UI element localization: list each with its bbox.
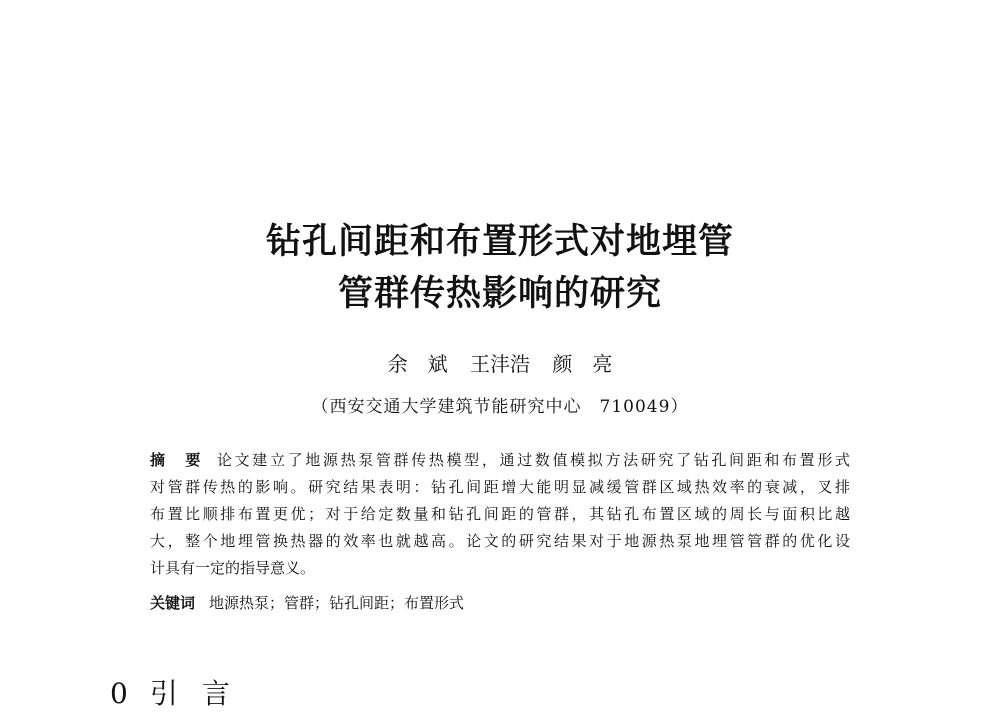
author-2: 王沣浩 bbox=[470, 352, 530, 376]
author-list bbox=[0, 348, 1000, 377]
affiliation: （西安交通大学建筑节能研究中心 710049） bbox=[311, 397, 689, 417]
abstract-line-2: 对管群传热的影响。研究结果表明：钻孔间距增大能明显减缓管群区域热效率的衰减，叉排 bbox=[150, 478, 850, 496]
abstract-text-1: 论文建立了地源热泵管群传热模型，通过数值模拟方法研究了钻孔间距和布置形式 bbox=[216, 451, 850, 469]
section-heading bbox=[110, 672, 254, 712]
keywords-label: 关键词 bbox=[150, 594, 196, 612]
paper-title-line-2: 管群传热影响的研究 bbox=[337, 274, 662, 314]
paper-title-line-1: 钻孔间距和布置形式对地埋管 bbox=[265, 222, 734, 262]
abstract-line-5: 计具有一定的指导意义。 bbox=[150, 559, 316, 577]
abstract-line-3: 布置比顺排布置更优；对于给定数量和钻孔间距的管群，其钻孔布置区域的周长与面积比越 bbox=[150, 505, 850, 523]
abstract-label: 摘 要 bbox=[150, 451, 203, 469]
abstract-line-4: 大，整个地埋管换热器的效率也就越高。论文的研究结果对于地源热泵地埋管管群的优化设 bbox=[150, 532, 850, 550]
author-1: 余 斌 bbox=[387, 352, 448, 376]
author-3: 颜 亮 bbox=[552, 352, 613, 376]
section-number: 0 bbox=[110, 677, 128, 710]
abstract-line-1 bbox=[150, 447, 850, 474]
abstract bbox=[150, 447, 850, 582]
keywords-text: 地源热泵；管群；钻孔间距；布置形式 bbox=[209, 594, 465, 612]
keywords bbox=[150, 592, 850, 613]
section-title: 引言 bbox=[149, 677, 254, 710]
